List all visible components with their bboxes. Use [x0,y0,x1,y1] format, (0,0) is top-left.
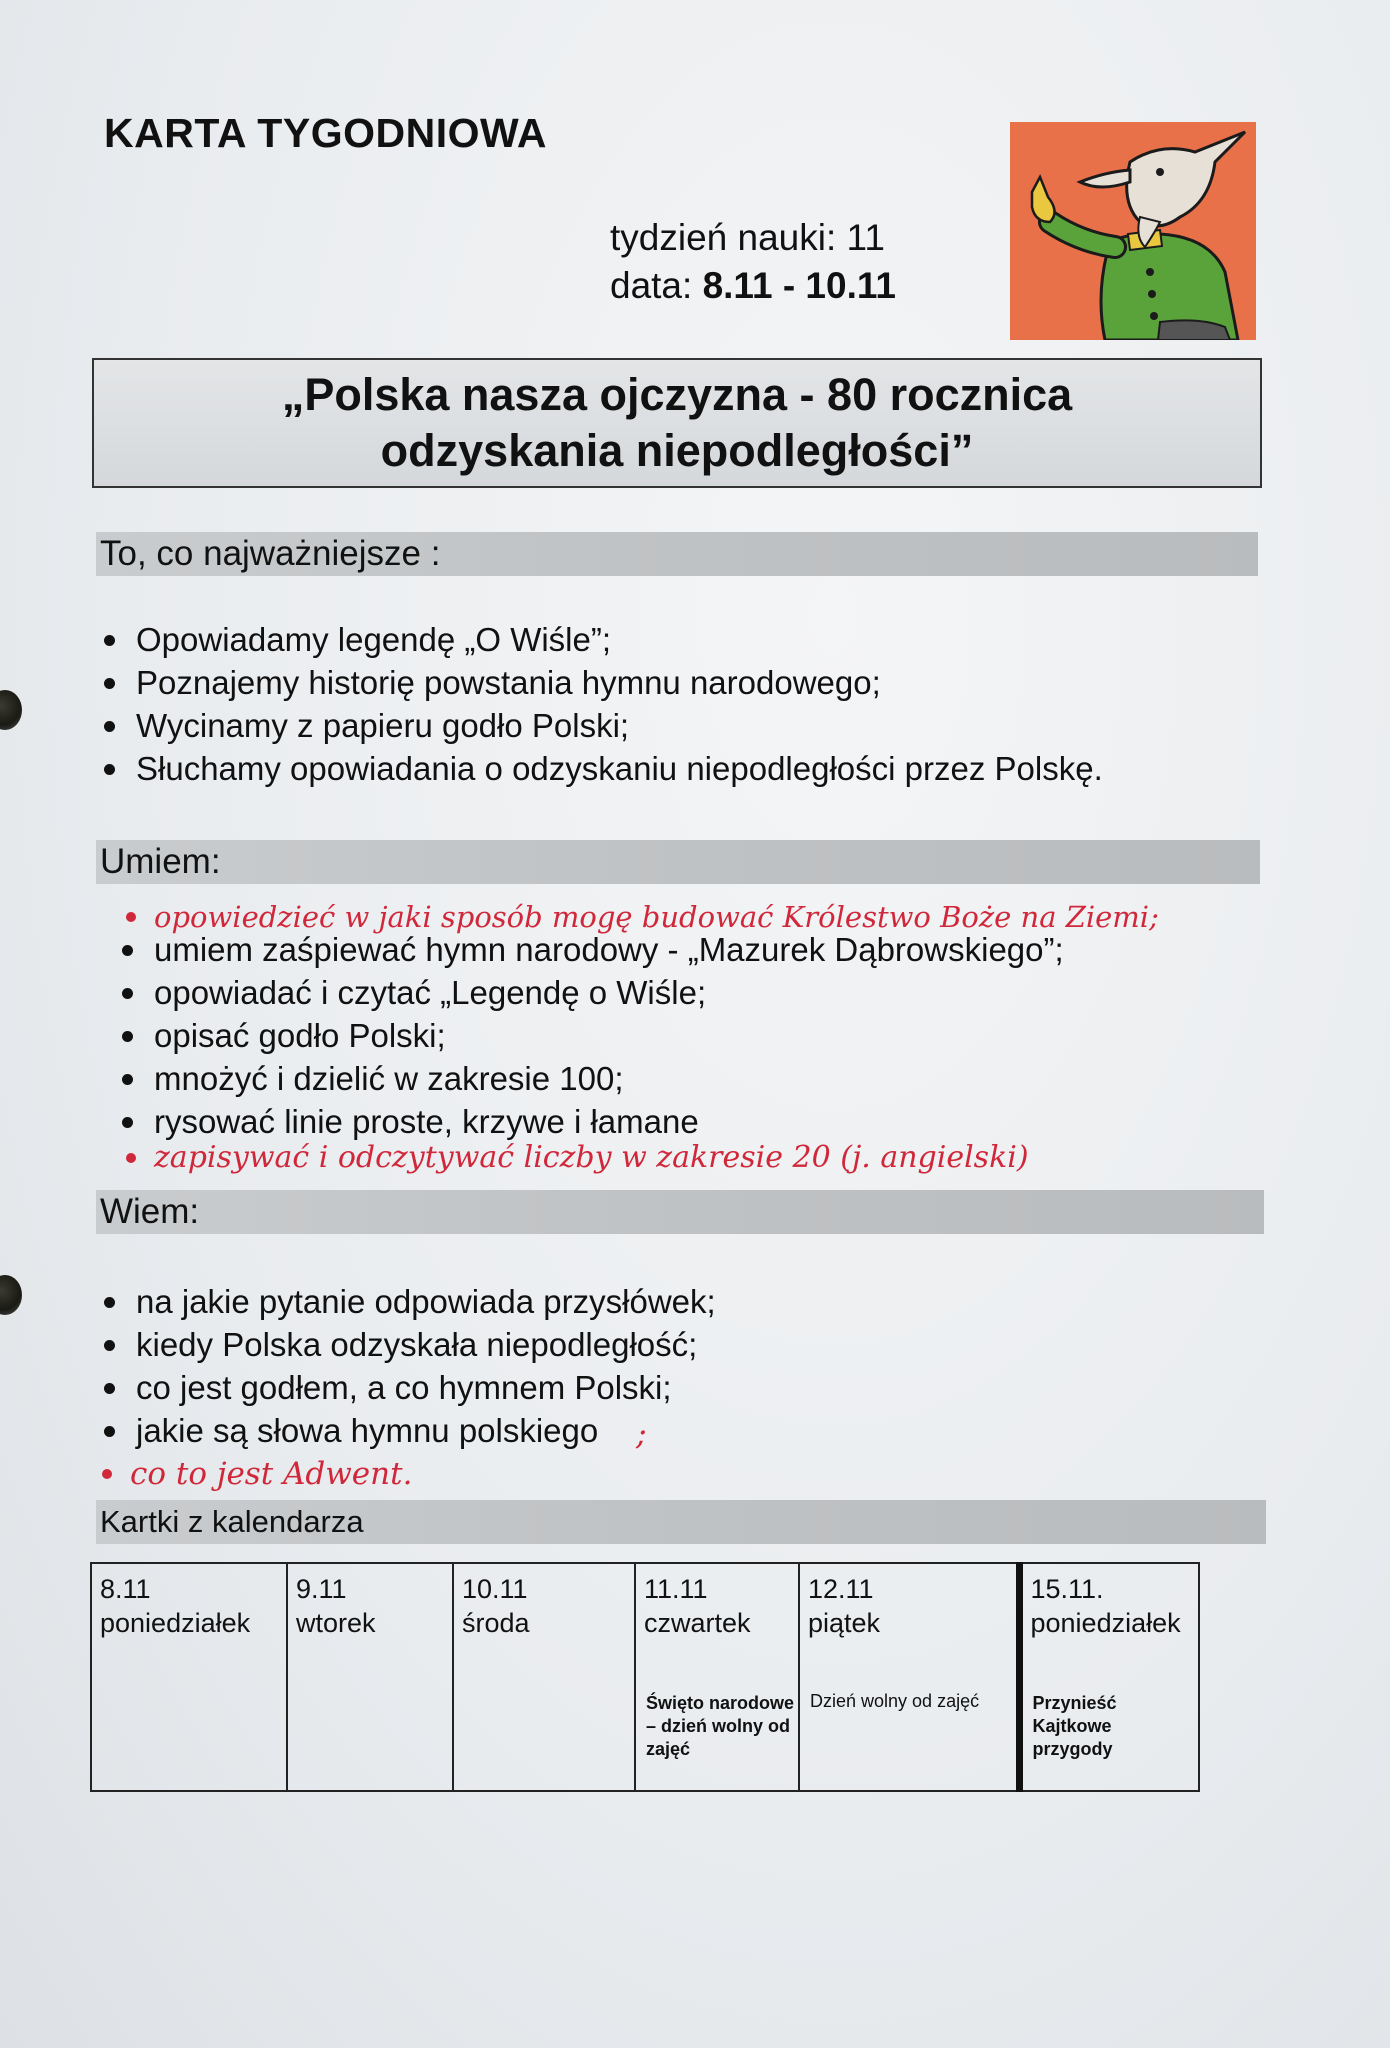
list-item: opowiadać i czytać „Legendę o Wiśle; [114,971,1064,1014]
calendar-day: wtorek [296,1608,376,1638]
calendar-day: czwartek [644,1608,751,1638]
calendar-cell [635,1563,799,1791]
calendar-day: poniedziałek [100,1608,251,1638]
week-number: tydzień nauki: 11 [610,217,885,258]
calendar-date: 10.11 [462,1574,528,1604]
section-heading-can: Umiem: [96,840,1260,884]
list-item: Opowiadamy legendę „O Wiśle”; [96,618,1103,661]
calendar-date: 8.11 [100,1574,151,1604]
list-item: na jakie pytanie odpowiada przysłówek; [96,1280,716,1323]
binder-hole [0,1275,22,1315]
goat-illustration [1010,122,1256,340]
date-range: data: 8.11 - 10.11 [610,265,896,306]
list-item: co jest godłem, a co hymnem Polski; [96,1366,716,1409]
calendar-cell [453,1563,635,1791]
section-heading-know: Wiem: [96,1190,1264,1234]
know-list [96,1280,716,1452]
list-item: Poznajemy historię powstania hymnu narodowego; [96,661,1103,704]
list-item: umiem zaśpiewać hymn narodowy - „Mazurek Dąbrowskiego”; [114,928,1064,971]
calendar-day: środa [462,1608,530,1638]
calendar-note: Dzień wolny od zajęć [810,1691,980,1711]
important-list [96,618,1103,790]
list-item: rysować linie proste, krzywe i łamane [114,1100,1064,1143]
calendar-cell [91,1563,287,1791]
list-item: Słuchamy opowiadania o odzyskaniu niepodległości przez Polskę. [96,747,1103,790]
calendar-cell [799,1563,1019,1791]
handwritten-note-know-bottom: co to jest Adwent. [130,1456,413,1492]
topic-line-2: odzyskania niepodległości” [380,425,974,476]
list-item: jakie są słowa hymnu polskiego [96,1409,716,1452]
calendar-table [90,1562,1200,1792]
binder-hole [0,690,22,730]
calendar-date: 12.11 [808,1574,874,1604]
calendar-cell [1019,1563,1199,1791]
calendar-date: 15.11. [1030,1574,1104,1604]
handwritten-note-can-top: opowiedzieć w jaki sposób mogę budować Królestwo Boże na Ziemi; [154,900,1159,934]
list-item: kiedy Polska odzyskała niepodległość; [96,1323,716,1366]
topic-box [92,358,1262,488]
calendar-day: poniedziałek [1030,1608,1181,1638]
handwritten-semicolon: ; [636,1414,647,1452]
topic-line-1: „Polska nasza ojczyzna - 80 rocznica [281,369,1073,420]
list-item: mnożyć i dzielić w zakresie 100; [114,1057,1064,1100]
week-info [610,214,896,310]
calendar-note: Święto narodowe – dzień wolny od zajęć [646,1693,795,1759]
section-heading-calendar: Kartki z kalendarza [96,1500,1266,1544]
handwritten-note-can-bottom: zapisywać i odczytywać liczby w zakresie 20 (j. angielski) [154,1140,1029,1175]
calendar-date: 11.11 [644,1574,708,1604]
calendar-cell [287,1563,453,1791]
calendar-day: piątek [808,1608,881,1638]
calendar-note: Przynieść Kajtkowe przygody [1032,1693,1117,1759]
list-item: Wycinamy z papieru godło Polski; [96,704,1103,747]
table-row [91,1563,1199,1791]
section-heading-important: To, co najważniejsze : [96,532,1258,576]
document-title: KARTA TYGODNIOWA [104,110,548,156]
list-item: opisać godło Polski; [114,1014,1064,1057]
can-list [114,928,1064,1143]
calendar-date: 9.11 [296,1574,347,1604]
